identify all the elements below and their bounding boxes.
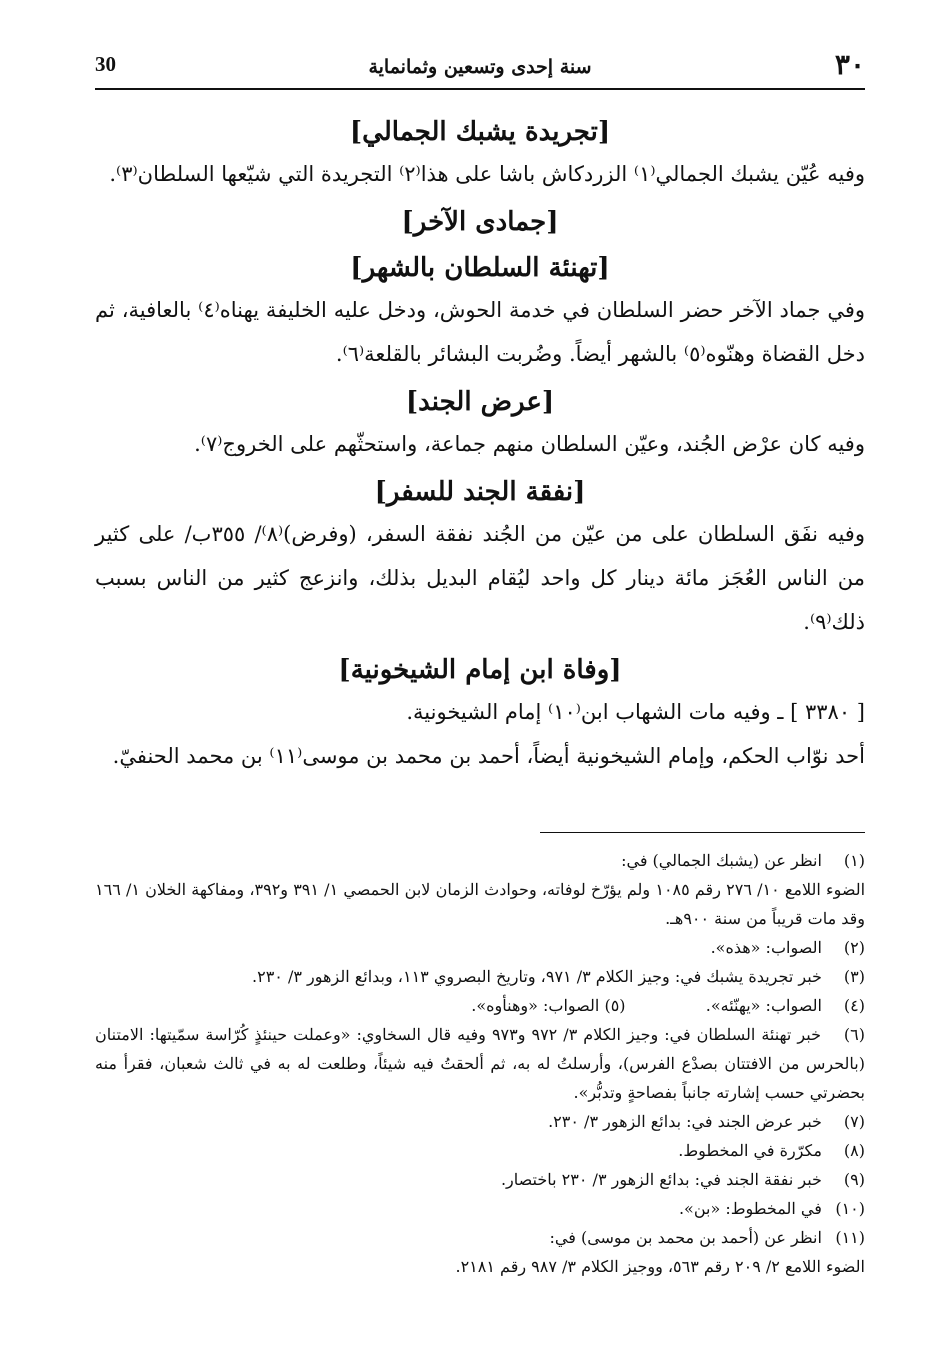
footnote-text: الصواب: «هذه». [710, 938, 822, 957]
footnote [95, 962, 865, 991]
footnote-text: خبر نفقة الجند في: بدائع الزهور ٣/ ٢٣٠ باختصار. [500, 1170, 822, 1189]
footnote [95, 1223, 865, 1281]
section-heading: [وفاة ابن إمام الشيخونية] [338, 655, 622, 685]
footnote [95, 991, 865, 1020]
footnote-number: (٧) [843, 1112, 865, 1131]
page-number-latin: 30 [95, 52, 116, 76]
footnote-number: (٢) [843, 938, 865, 957]
footnote [95, 1136, 865, 1165]
section-heading: [نفقة الجند للسفر] [374, 477, 586, 507]
footnote-text: خبر عرض الجند في: بدائع الزهور ٣/ ٢٣٠. [548, 1112, 822, 1131]
footnote-text: مكرّرة في المخطوط. [678, 1141, 822, 1160]
footnote-continuation: الضوء اللامع ١٠/ ٢٧٦ رقم ١٠٨٥ ولم يؤرّخ لوفاته، وحوادث الزمان لابن الحمصي ١/ ٣٩١ و٣٩٢، ومفاكهة الخلان ١/ ١٦٦ وقد مات قريباً من سنة ٩٠٠هـ. [95, 880, 866, 928]
paragraph: وفي جماد الآخر حضر السلطان في خدمة الحوش، ودخل عليه الخليفة يهناه⁽٤⁾ بالعافية، ثم دخل القضاة وهنّوه⁽٥⁾ بالشهر أيضاً. وضُربت البشائر بالقلعة⁽٦⁾. [95, 298, 865, 366]
footnote [95, 846, 865, 933]
section-heading: [تهنئة السلطان بالشهر] [350, 253, 610, 283]
footnote [95, 933, 865, 962]
footnote [95, 1020, 865, 1107]
section-heading: [تجريدة يشبك الجمالي] [349, 117, 611, 147]
footnote-number: (٥) [604, 996, 626, 1015]
footnote-number: (٤) [843, 996, 865, 1015]
running-header [95, 48, 865, 88]
footnote-continuation: الضوء اللامع ٢/ ٢٠٩ رقم ٥٦٣، ووجيز الكلام ٣/ ٩٨٧ رقم ٢١٨١. [455, 1257, 865, 1276]
footnotes [95, 846, 865, 1281]
paragraph: وفيه عُيّن يشبك الجمالي⁽١⁾ الزردكاش باشا على هذا⁽٢⁾ التجريدة التي شيّعها السلطان⁽٣⁾. [109, 162, 865, 186]
footnote-number: (٨) [843, 1141, 865, 1160]
footnote-number: (١٠) [835, 1199, 865, 1218]
footnote-text: خبر تجريدة يشبك في: وجيز الكلام ٣/ ٩٧١، وتاريخ البصروي ١١٣، وبدائع الزهور ٣/ ٢٣٠. [252, 967, 822, 986]
section-heading: [جمادى الآخر] [401, 207, 559, 237]
section-heading: [عرض الجند] [405, 387, 555, 417]
footnote-text: خبر تهنئة السلطان في: وجيز الكلام ٣/ ٩٧٢ و٩٧٣ وفيه قال السخاوي: «وعملت حينئذٍ كُرّاسة سمّيتها: الامتنان (بالحرس من الافتتان بصدْع الفرس)، وأرسلتُ له به، ثم ألحقتُ فيه شيئاً، وطلعت له به في ثالث شعبان، فقرأ منه بحضرتي حسب إشارته جانباً بفصاحةٍ وتدبُّر». [95, 1025, 865, 1102]
footnote-number: (١١) [835, 1228, 865, 1247]
footnote-text: انظر عن (أحمد بن محمد بن موسى) في: [549, 1228, 822, 1247]
footnote-number: (١) [843, 851, 865, 870]
paragraph: أحد نوّاب الحكم، وإمام الشيخونية أيضاً، أحمد بن محمد بن موسى⁽١١⁾ بن محمد الحنفيّ. [112, 744, 865, 768]
footnote-text: الصواب: «يهنّئه». [705, 996, 822, 1015]
paragraph: وفيه نفَق السلطان على من عيّن من الجُند نفقة السفر، (وفرض)⁽٨⁾/ ٣٥٥ب/ على كثير من الناس العُجَز مائة دينار كل واحد ليُقام البديل بذلك، وانزعج كثير من الناس بسبب ذلك⁽٩⁾. [95, 522, 865, 634]
footnote [95, 1165, 865, 1194]
footnote-text: في المخطوط: «بن». [678, 1199, 822, 1218]
running-title: سنة إحدى وتسعين وثمانماية [368, 56, 592, 78]
footnote-number: (٩) [843, 1170, 865, 1189]
main-text [95, 108, 865, 778]
header-rule [95, 88, 865, 90]
footnote [95, 1194, 865, 1223]
paragraph: وفيه كان عرْض الجُند، وعيّن السلطان منهم جماعة، واستحثّهم على الخروج⁽٧⁾. [194, 432, 865, 456]
footnote-rule [540, 832, 865, 833]
footnote-text: الصواب: «وهنأوه». [471, 996, 600, 1015]
footnote-number: (٣) [843, 967, 865, 986]
footnote [95, 1107, 865, 1136]
page-number-arabic: ٣٠ [834, 48, 865, 81]
paragraph: [ ٣٣٨٠ ] ـ وفيه مات الشهاب ابن⁽١٠⁾ إمام الشيخونية. [406, 700, 865, 724]
footnote-text: انظر عن (يشبك الجمالي) في: [621, 851, 822, 870]
footnote-number: (٦) [843, 1025, 865, 1044]
